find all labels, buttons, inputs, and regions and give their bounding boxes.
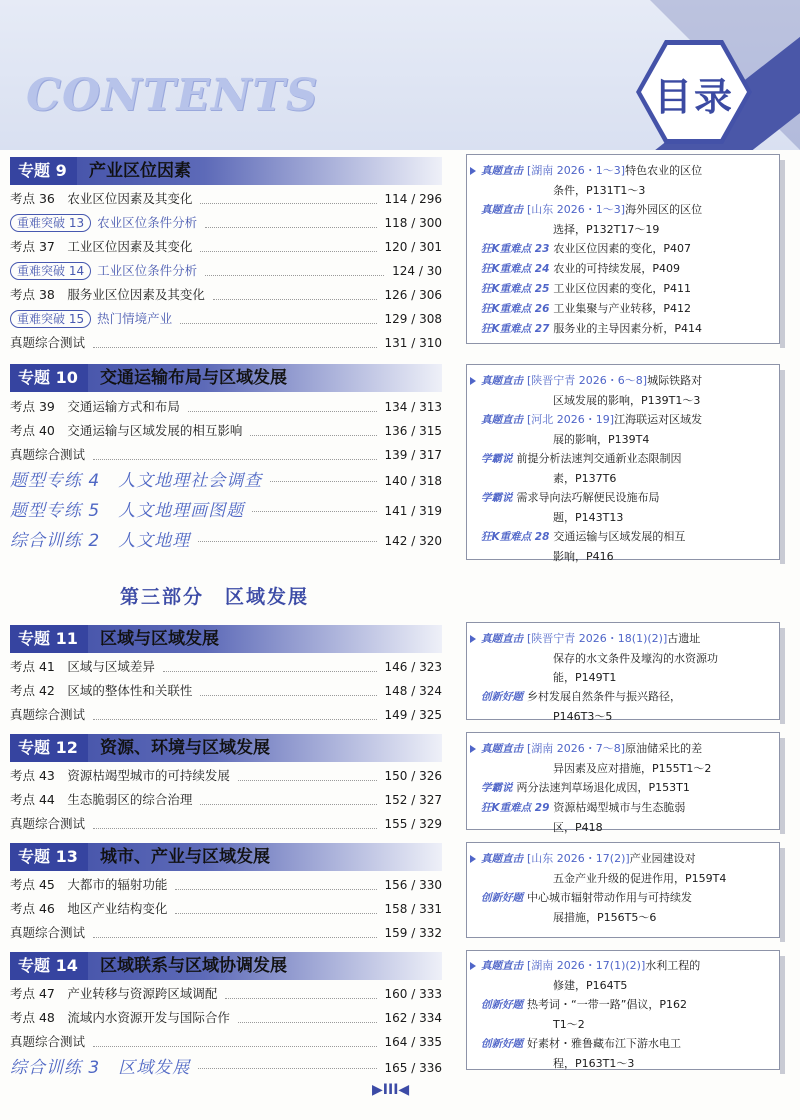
topic-tab: 专题 10 [10,364,88,392]
side-item[interactable]: 学霸说 两分法速判草场退化成因，P153T1 [481,781,690,794]
toc-row[interactable]: 考点 43 资源枯竭型城市的可持续发展 150 / 326 [10,768,442,783]
toc-row[interactable]: 考点 36 农业区位因素及其变化 114 / 296 [10,191,442,206]
topic-header-12[interactable] [10,734,442,762]
comprehensive-training-3[interactable]: 综合训练 3 区域发展 165 / 336 [10,1055,442,1081]
topic-tab: 专题 11 [10,625,88,653]
toc-row-review[interactable]: 真题综合测试 164 / 335 [10,1034,442,1049]
side-item[interactable]: 学霸说 前提分析法速判交通新业态限制因 素，P137T6 [481,452,682,485]
side-item[interactable]: 狂K重难点 29 资源枯竭型城市与生态脆弱 区，P418 [481,801,686,834]
topic-tab: 专题 13 [10,843,88,871]
topic-title: 资源、环境与区域发展 [100,738,270,758]
toc-row[interactable]: 考点 37 工业区位因素及其变化 120 / 301 [10,239,442,254]
side-item[interactable]: 狂K重难点 24 农业的可持续发展，P409 [481,262,681,275]
toc-row-review[interactable]: 真题综合测试 149 / 325 [10,707,442,722]
topic-header-14[interactable] [10,952,442,980]
topic-header-9[interactable] [10,157,442,185]
contents-title: CONTENTS [26,70,319,121]
topic-title: 产业区位因素 [89,161,191,181]
side-item[interactable]: 学霸说 需求导向法巧解便民设施布局 题，P143T13 [481,491,660,524]
toc-row[interactable]: 考点 39 交通运输方式和布局 134 / 313 [10,399,442,414]
topic-tab: 专题 9 [10,157,77,185]
side-item[interactable]: 真题直击 [湖南 2026・17(1)(2)]水利工程的 修建，P164T5 [467,956,779,995]
side-item[interactable]: 真题直击 [山东 2026・17(2)]产业园建设对 五金产业升级的促进作用，P159T4 [467,849,779,888]
side-item[interactable]: 真题直击 [河北 2026・19]江海联运对区域发 展的影响，P139T4 [481,413,703,446]
toc-row-review[interactable]: 真题综合测试 159 / 332 [10,925,442,940]
side-box-topic14 [466,950,780,1070]
side-box-topic11 [466,622,780,723]
toc-row[interactable]: 考点 41 区域与区域差异 146 / 323 [10,659,442,674]
focus-tag: 重难突破 14 [10,262,91,280]
side-item[interactable]: 创新好题 热考词・“一带一路”倡议，P162 T1～2 [481,998,688,1031]
toc-row[interactable]: 考点 45 大都市的辐射功能 156 / 330 [10,877,442,892]
toc-row-review[interactable]: 真题综合测试 155 / 329 [10,816,442,831]
side-item[interactable]: 创新好题 好素材・雅鲁藏布江下游水电工 程，P163T1～3 [481,1037,681,1070]
toc-row[interactable]: 考点 44 生态脆弱区的综合治理 152 / 327 [10,792,442,807]
mulu-title: 目录 [653,75,734,119]
side-item[interactable]: 创新好题 乡村发展自然条件与振兴路径， P146T3～5 [481,690,681,723]
side-box-topic12 [466,732,780,834]
comprehensive-training-2[interactable]: 综合训练 2 人文地理 142 / 320 [10,528,442,554]
side-item[interactable]: 狂K重难点 23 农业区位因素的变化，P407 [481,242,692,255]
page-number: ▶III◀ [372,1082,410,1098]
header-band [0,0,800,150]
topic-header-13[interactable] [10,843,442,871]
topic-title: 区域联系与区域协调发展 [100,956,287,976]
toc-row-focus[interactable]: 重难突破 15 热门情境产业 129 / 308 [10,308,442,330]
topic-title: 城市、产业与区域发展 [100,847,270,867]
topic-header-10[interactable] [10,364,442,392]
side-box-topic13 [466,842,780,938]
topic-header-11[interactable] [10,625,442,653]
side-item[interactable]: 狂K重难点 25 工业区位因素的变化，P411 [481,282,692,295]
topic-title: 交通运输布局与区域发展 [100,368,287,388]
side-item[interactable]: 真题直击 [陕晋宁青 2026・18(1)(2)]古遗址 保存的水文条件及壕沟的水资源功 能，P149T1 [467,629,779,687]
toc-row-review[interactable]: 真题综合测试 139 / 317 [10,447,442,462]
toc-row-focus[interactable]: 重难突破 14 工业区位条件分析 124 / 30 [10,260,442,282]
toc-row[interactable]: 考点 47 产业转移与资源跨区域调配 160 / 333 [10,986,442,1001]
side-item[interactable]: 真题直击 [陕晋宁青 2026・6～8]城际铁路对 区域发展的影响，P139T1～3 [467,371,779,410]
side-item[interactable]: 狂K重难点 28 交通运输与区域发展的相互 影响，P416 [481,530,686,563]
toc-row[interactable]: 考点 40 交通运输与区域发展的相互影响 136 / 315 [10,423,442,438]
part3-title: 第三部分 区域发展 [120,586,310,608]
toc-row-focus[interactable]: 重难突破 13 农业区位条件分析 118 / 300 [10,212,442,234]
side-item[interactable]: 狂K重难点 27 服务业的主导因素分析，P414 [481,322,703,335]
side-item[interactable]: 创新好题 中心城市辐射带动作用与可持续发 展措施，P156T5～6 [481,891,692,924]
focus-tag: 重难突破 13 [10,214,91,232]
toc-row[interactable]: 考点 38 服务业区位因素及其变化 126 / 306 [10,287,442,302]
side-item[interactable]: 真题直击 [湖南 2026・7～8]原油储采比的差 异因素及应对措施，P155T1～2 [467,739,779,778]
toc-row-review[interactable]: 真题综合测试 131 / 310 [10,335,442,350]
toc-row[interactable]: 考点 42 区域的整体性和关联性 148 / 324 [10,683,442,698]
special-practice-5[interactable]: 题型专练 5 人文地理画图题 141 / 319 [10,498,442,524]
side-item[interactable]: 狂K重难点 26 工业集聚与产业转移，P412 [481,302,692,315]
toc-row[interactable]: 考点 46 地区产业结构变化 158 / 331 [10,901,442,916]
toc-row[interactable]: 考点 48 流域内水资源开发与国际合作 162 / 334 [10,1010,442,1025]
topic-tab: 专题 12 [10,734,88,762]
side-box-topic9 [466,154,780,344]
topic-title: 区域与区域发展 [100,629,219,649]
topic-tab: 专题 14 [10,952,88,980]
side-item[interactable]: 真题直击 [湖南 2026・1～3]特色农业的区位 条件，P131T1～3 [467,161,779,200]
side-box-topic10 [466,364,780,563]
focus-tag: 重难突破 15 [10,310,91,328]
special-practice-4[interactable]: 题型专练 4 人文地理社会调查 140 / 318 [10,468,442,494]
side-item[interactable]: 真题直击 [山东 2026・1～3]海外园区的区位 选择，P132T17～19 [481,203,703,236]
